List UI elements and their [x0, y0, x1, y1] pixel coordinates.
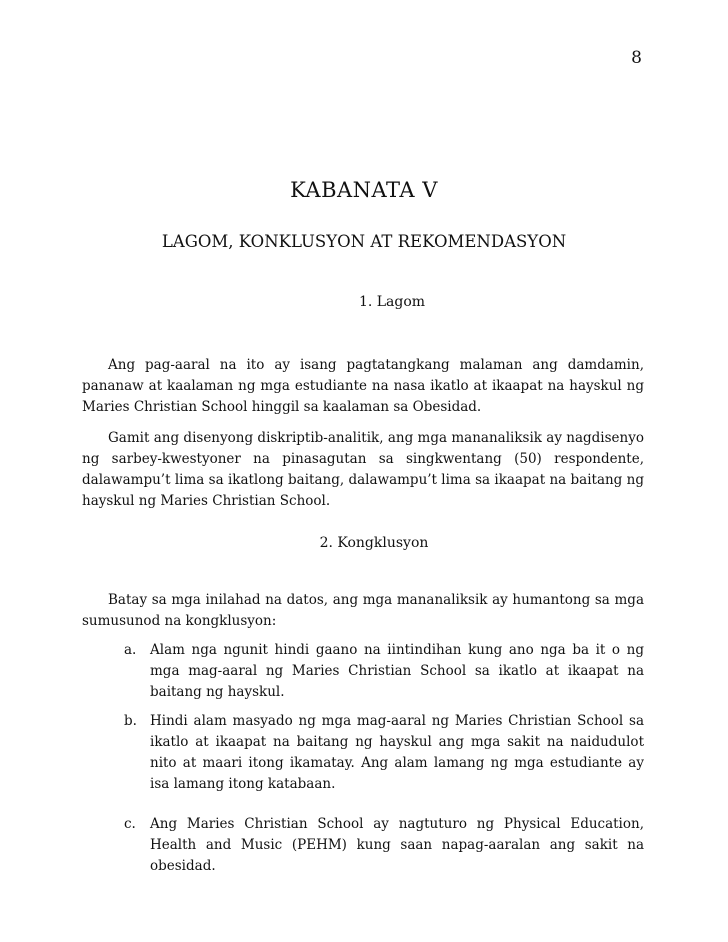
section-heading-lagom: 1. Lagom [358, 294, 426, 310]
list-marker: b. [124, 713, 137, 729]
lagom-paragraph-1: Ang pag-aaral na ito ay isang pagtatangkang malaman ang damdamin, pananaw at kaalaman ng mga estudiante na nasa ikatlo at ikaapat na hayskul ng Maries Christian School hinggil sa kaalaman sa Obesidad. [82, 357, 644, 415]
list-item [124, 814, 644, 877]
list-item-text: Hindi alam masyado ng mga mag-aaral ng Maries Christian School sa ikatlo at ikaapat na baitang ng hayskul ang mga sakit na naidudulot nito at maari itong ikamatay. Ang alam lamang ng mga estudiante ay isa lamang itong katabaan. [150, 713, 644, 792]
kongklusyon-paragraph: Batay sa mga inilahad na datos, ang mga mananaliksik ay humantong sa mga sumusunod na kongklusyon: [82, 592, 644, 629]
list-item-text: Ang Maries Christian School ay nagtuturo ng Physical Education, Health and Music (PEHM) kung saan napag-aaralan ang sakit na obesidad. [150, 816, 644, 874]
chapter-subtitle: LAGOM, KONKLUSYON AT REKOMENDASYON [161, 232, 567, 251]
list-item [124, 640, 644, 703]
lagom-paragraph-2: Gamit ang disenyong diskriptib-analitik, ang mga mananaliksik ay nagdisenyo ng sarbey-kwestyoner na pinasagutan sa singkwentang (50) respondente, dalawampu’t lima sa ikatlong baitang, dalawampu’t lima sa ikaapat na baitang ng hayskul ng Maries Christian School. [82, 430, 644, 509]
chapter-title: KABANATA V [290, 178, 438, 202]
section-heading-kongklusyon: 2. Kongklusyon [319, 535, 429, 551]
page-number: 8 [631, 48, 642, 68]
list-item-text: Alam nga ngunit hindi gaano na iintindihan kung ano nga ba it o ng mga mag-aaral ng Maries Christian School sa ikatlo at ikaapat na baitang ng hayskul. [150, 642, 644, 700]
list-item [124, 711, 644, 795]
list-marker: c. [124, 816, 136, 832]
list-marker: a. [124, 642, 137, 658]
